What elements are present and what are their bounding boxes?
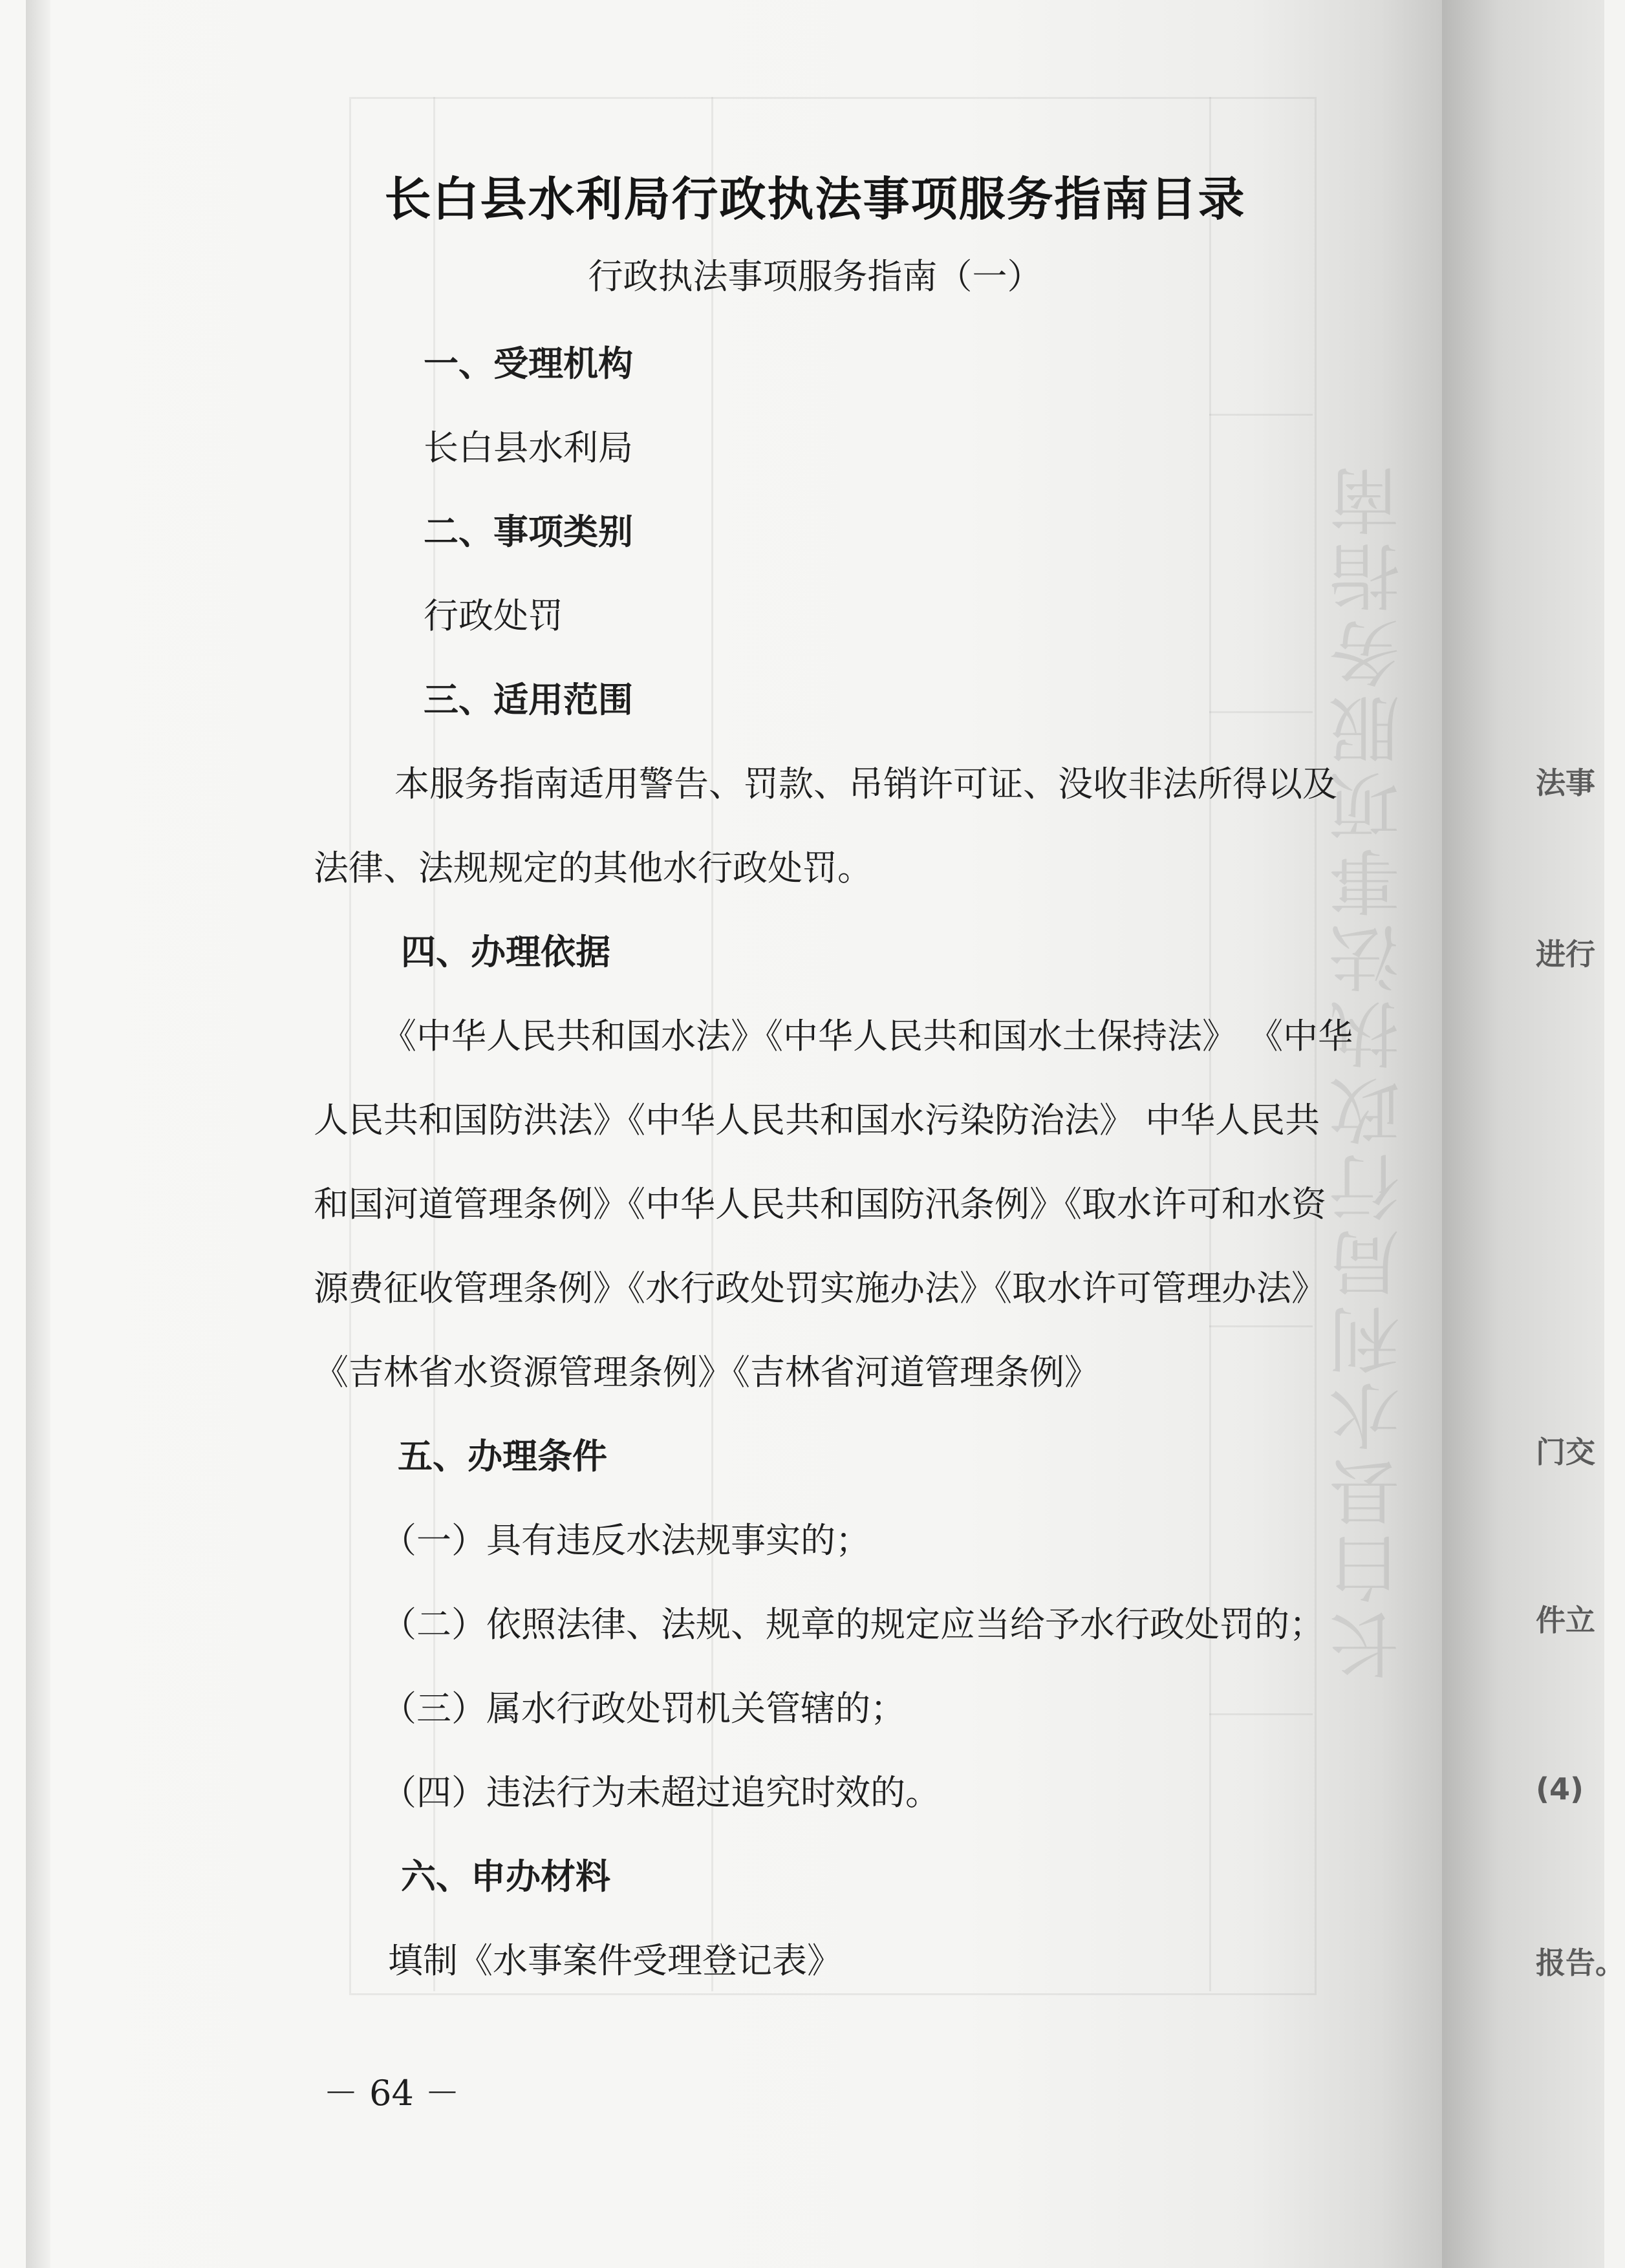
section-body-line: 《吉林省水资源管理条例》《吉林省河道管理条例》	[314, 1352, 1099, 1393]
section-body-line: 源费征收管理条例》《水行政处罚实施办法》《取水许可管理办法》	[314, 1268, 1326, 1309]
section-body-line: 《中华人民共和国水法》《中华人民共和国水土保持法》 《中华	[382, 1016, 1353, 1056]
document-title: 长白县水利局行政执法事项服务指南目录	[384, 172, 1246, 226]
facing-page-fragment: (4)	[1536, 1771, 1584, 1806]
facing-page-fragment: 报告。	[1536, 1945, 1625, 1980]
bleed-through-rule	[1209, 1325, 1313, 1327]
section-body-line: 和国河道管理条例》《中华人民共和国防汛条例》《取水许可和水资	[314, 1184, 1326, 1225]
section-heading-conditions: 五、办理条件	[398, 1436, 607, 1477]
facing-page-fragment: 门交	[1536, 1435, 1595, 1470]
section-heading-scope: 三、适用范围	[424, 679, 633, 720]
section-heading-basis: 四、办理依据	[401, 932, 610, 972]
section-body-line: （三）属水行政处罚机关管辖的；	[382, 1688, 905, 1729]
section-body-line: 人民共和国防洪法》《中华人民共和国水污染防治法》 中华人民共	[314, 1100, 1320, 1140]
facing-page-fragment: 进行	[1536, 937, 1595, 972]
facing-page-shadow	[1442, 0, 1604, 2268]
section-body-line: 行政处罚	[424, 595, 563, 636]
facing-page-fragment: 件立	[1536, 1603, 1595, 1638]
section-body-line: 法律、法规规定的其他水行政处罚。	[314, 848, 872, 888]
section-body-line: 填制《水事案件受理登记表》	[388, 1940, 842, 1981]
section-heading-agency: 一、受理机构	[424, 343, 633, 384]
bleed-through-rule	[1209, 414, 1313, 416]
bleed-through-rule	[1209, 1713, 1313, 1715]
section-body-line: （一）具有违反水法规事实的；	[382, 1520, 870, 1561]
section-heading-category: 二、事项类别	[424, 511, 633, 552]
page-number: － 64 －	[323, 2073, 460, 2113]
section-heading-materials: 六、申办材料	[401, 1856, 610, 1897]
section-body-line: 长白县水利局	[424, 427, 633, 468]
facing-page-fragment: 法事	[1536, 765, 1595, 800]
section-body-line: 本服务指南适用警告、罚款、吊销许可证、没收非法所得以及	[394, 764, 1337, 804]
page-binding-edge	[26, 0, 50, 2268]
section-body-line: （二）依照法律、法规、规章的规定应当给予水行政处罚的；	[382, 1604, 1324, 1645]
document-subtitle: 行政执法事项服务指南（一）	[588, 256, 1042, 297]
bleed-through-rule	[1209, 711, 1313, 713]
section-body-line: （四）违法行为未超过追究时效的。	[382, 1772, 940, 1813]
bleed-through-title: 长白县水利局行政执法事项服务指南	[1329, 460, 1412, 1681]
